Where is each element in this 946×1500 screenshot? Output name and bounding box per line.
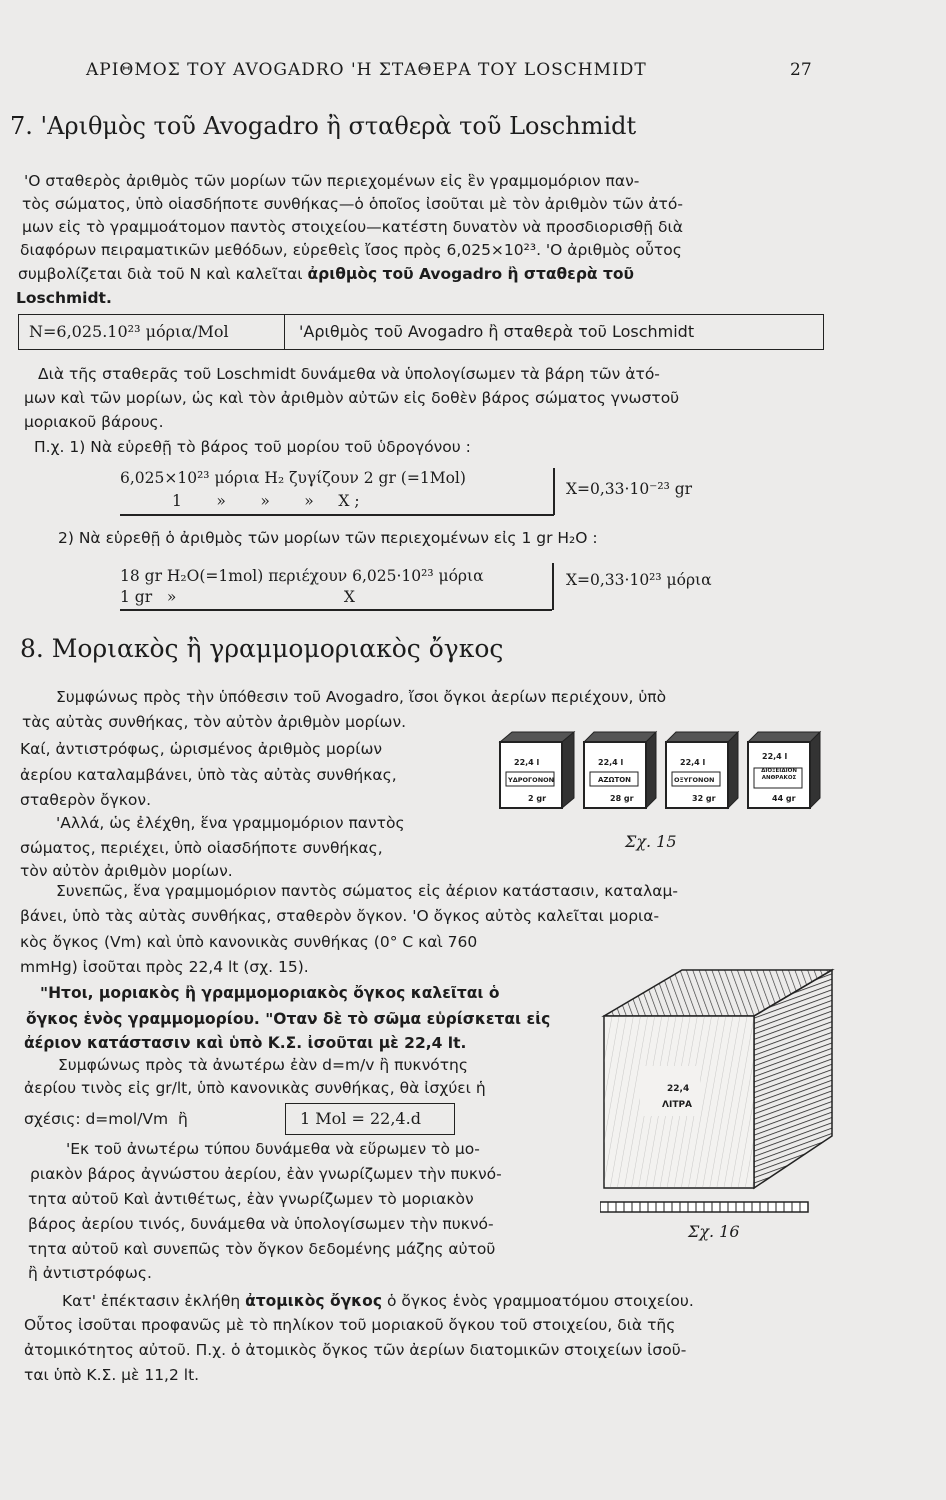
example-1-intro: Π.χ. 1) Νὰ εὑρεθῇ τὸ βάρος τοῦ μορίου τοῦ ὑδρογόνου : [34,438,471,456]
s8-p3-line-1: Συνεπῶς, ἕνα γραμμομόριον παντὸς σώματος εἰς ἀέριον κατάστασιν, καταλαμ- [56,882,678,900]
s8-p2-line-1: 'Αλλά, ὡς ἐλέχθη, ἕνα γραμμομόριον παντὸς [56,814,405,832]
container-1-top: 22,4 l [514,758,540,767]
example-2-underline [120,609,552,611]
s8-p1-line-5: σταθερὸν ὄγκον. [20,791,152,809]
s8-p5-line-1: 'Εκ τοῦ ἀνωτέρω τύπου δυνάμεθα νὰ εὕρωμεν τὸ μο- [66,1140,480,1158]
container-1-bottom: 2 gr [528,794,547,803]
s8-p3-line-2: βάνει, ὑπὸ τὰς αὐτὰς συνθήκας, σταθερὸν ὄγκον. 'Ο ὄγκος αὐτὸς καλεῖται μορια- [20,907,660,925]
s7-line-4: διαφόρων πειραματικῶν μεθόδων, εὑρεθεὶς ἴσος πρὸς 6,025×10²³. 'Ο ἀριθμὸς οὗτος [20,241,682,259]
figure-16-cube [600,962,840,1202]
container-4-top: 22,4 l [762,752,788,761]
example-2-row-1: 18 gr H₂O(=1mol) περιέχουν 6,025·10²³ μόρια [120,567,484,585]
section-7-title: 7. 'Αριθμὸς τοῦ Avogadro ἢ σταθερὰ τοῦ Loschmidt [10,112,637,140]
figure-16-ruler [600,1200,810,1214]
s7-after-1: Διὰ τῆς σταθερᾶς τοῦ Loschmidt δυνάμεθα νὰ ὑπολογίσωμεν τὰ βάρη τῶν ἀτό- [38,365,660,383]
s8-p6-line-2: Οὗτος ἰσοῦται προφανῶς μὲ τὸ πηλίκον τοῦ μοριακοῦ ὄγκου τοῦ στοιχείου, διὰ τῆς [24,1316,676,1334]
example-1-separator [553,468,555,515]
example-1-row-1: 6,025×10²³ μόρια H₂ ζυγίζουν 2 gr (=1Mol) [120,469,466,487]
example-2-row-2: 1 gr » X [120,588,355,606]
relation-label: σχέσις: d=mol/Vm ἢ [24,1110,188,1128]
container-4-label: ΔΙΟΞΕΙΔΙΟΝ ΑΝΘΡΑΚΟΣ [761,768,797,781]
avogadro-formula: N=6,025.10²³ μόρια/Mol [19,315,285,349]
container-3-top: 22,4 l [680,758,706,767]
s8-p5-line-5: τητα αὐτοῦ καὶ συνεπῶς τὸν ὄγκον δεδομένης μάζης αὐτοῦ [28,1240,496,1258]
s8-p5-line-2: ριακὸν βάρος ἀγνώστου ἀερίου, ἐὰν γνωρίζωμεν τὴν πυκνό- [30,1165,502,1183]
s8-p5-line-6: ἢ ἀντιστρόφως. [28,1264,152,1282]
s8-p2-line-2: σώματος, περιέχει, ὑπὸ οἱασδήποτε συνθήκας, [20,839,383,857]
s8-p5-line-4: βάρος ἀερίου τινός, δυνάμεθα νὰ ὑπολογίσωμεν τὴν πυκνό- [28,1215,494,1233]
s8-p6-line-3: ἀτομικότητος αὐτοῦ. Π.χ. ὁ ἀτομικὸς ὄγκος τῶν ἀερίων διατομικῶν στοιχείων ἰσοῦ- [24,1341,687,1359]
example-2-result: X=0,33·10²³ μόρια [566,571,712,589]
container-2-top: 22,4 l [598,758,624,767]
cube-value: 22,4 [667,1084,690,1094]
molar-volume-relation-box: 1 Mol = 22,4.d [285,1103,455,1135]
s8-p3-line-3: κὸς ὄγκος (Vm) καὶ ὑπὸ κανονικὰς συνθήκας (0° C καὶ 760 [20,933,478,951]
s8-p6-line-4: ται ὑπὸ Κ.Σ. μὲ 11,2 lt. [24,1366,200,1384]
avogadro-formula-label: 'Αριθμὸς τοῦ Avogadro ἢ σταθερὰ τοῦ Loschmidt [299,322,695,341]
example-1-result: X=0,33·10⁻²³ gr [566,480,693,498]
container-2-bottom: 28 gr [610,794,634,803]
container-1-label: ΥΔΡΟΓΟΝΟΝ [508,776,555,784]
example-2-intro: 2) Νὰ εὑρεθῇ ὁ ἀριθμὸς τῶν μορίων τῶν περιεχομένων εἰς 1 gr H₂O : [58,529,598,547]
s8-p4-line-2: ἀερίου τινὸς εἰς gr/lt, ὑπὸ κανονικὰς συνθήκας, θὰ ἰσχύει ἡ [24,1079,486,1097]
s7-after-3: μοριακοῦ βάρους. [24,413,164,431]
s8-bold-line-2: ὄγκος ἑνὸς γραμμομορίου. "Οταν δὲ τὸ σῶμα εὑρίσκεται εἰς [26,1010,551,1028]
example-1-underline [120,514,554,516]
page-number: 27 [790,60,812,80]
running-head: ΑΡΙΘΜΟΣ ΤΟΥ AVOGADRO 'Η ΣΤΑΘΕΡΑ ΤΟΥ LOSCHMIDT [86,60,647,80]
container-4-bottom: 44 gr [772,794,796,803]
s8-p1-line-2: τὰς αὐτὰς συνθήκας, τὸν αὐτὸν ἀριθμὸν μορίων. [22,713,407,731]
s8-p2-line-3: τὸν αὐτὸν ἀριθμὸν μορίων. [20,862,233,880]
s8-p5-line-3: τητα αὐτοῦ Καὶ ἀντιθέτως, ἐὰν γνωρίζωμεν τὸ μοριακὸν [28,1190,474,1208]
s8-p1-line-1: Συμφώνως πρὸς τὴν ὑπόθεσιν τοῦ Avogadro, ἴσοι ὄγκοι ἀερίων περιέχουν, ὑπὸ [56,688,667,706]
avogadro-formula-box [18,314,824,350]
s7-line-2: τὸς σώματος, ὑπὸ οἱασδήποτε συνθήκας—ὁ ὁποῖος ἰσοῦται μὲ τὸν ἀριθμὸν τῶν ἀτό- [22,195,683,213]
section-8-title: 8. Μοριακὸς ἢ γραμμομοριακὸς ὄγκος [20,634,504,663]
s7-line-5: συμβολίζεται διὰ τοῦ N καὶ καλεῖται ἀριθμὸς τοῦ Avogadro ἢ σταθερὰ τοῦ [18,265,634,283]
container-3-label: ΟΞΥΓΟΝΟΝ [674,776,715,784]
s8-bold-line-3: ἀέριον κατάστασιν καὶ ὑπὸ Κ.Σ. ἰσοῦται μὲ 22,4 lt. [24,1034,467,1052]
s7-after-2: μων καὶ τῶν μορίων, ὡς καὶ τὸν ἀριθμὸν αὐτῶν εἰς δοθὲν βάρος σώματος γνωστοῦ [24,389,680,407]
s8-p4-line-1: Συμφώνως πρὸς τὰ ἀνωτέρω ἐὰν d=m/v ἢ πυκνότης [58,1056,468,1074]
example-2-separator [552,563,554,610]
figure-15-caption: Σχ. 15 [625,832,677,851]
s7-line-1: 'Ο σταθερὸς ἀριθμὸς τῶν μορίων τῶν περιεχομένων εἰς ἓν γραμμομόριον παν- [24,172,640,190]
container-3-bottom: 32 gr [692,794,716,803]
s7-line-6: Loschmidt. [16,289,112,307]
example-1-row-2: 1 » » » X ; [172,492,360,510]
s8-p6-line-1: Κατ' ἐπέκτασιν ἐκλήθη ἀτομικὸς ὄγκος ὁ ὄγκος ἑνὸς γραμμοατόμου στοιχείου. [62,1292,694,1310]
s8-bold-line-1: "Ητοι, μοριακὸς ἢ γραμμομοριακὸς ὄγκος καλεῖται ὁ [40,984,500,1002]
s8-p3-line-4: mmHg) ἰσοῦται πρὸς 22,4 lt (σχ. 15). [20,958,309,976]
s8-p1-line-3: Καί, ἀντιστρόφως, ὡρισμένος ἀριθμὸς μορίων [20,740,383,758]
cube-unit: ΛΙΤΡΑ [662,1100,693,1110]
s7-line-3: μων εἰς τὸ γραμμοάτομον παντὸς στοιχείου—κατέστη δυνατὸν νὰ προσδιορισθῇ διὰ [22,218,683,236]
container-2-label: ΑΖΩΤΟΝ [598,776,632,784]
figure-16-caption: Σχ. 16 [688,1222,740,1241]
s8-p1-line-4: ἀερίου καταλαμβάνει, ὑπὸ τὰς αὐτὰς συνθήκας, [20,766,397,784]
